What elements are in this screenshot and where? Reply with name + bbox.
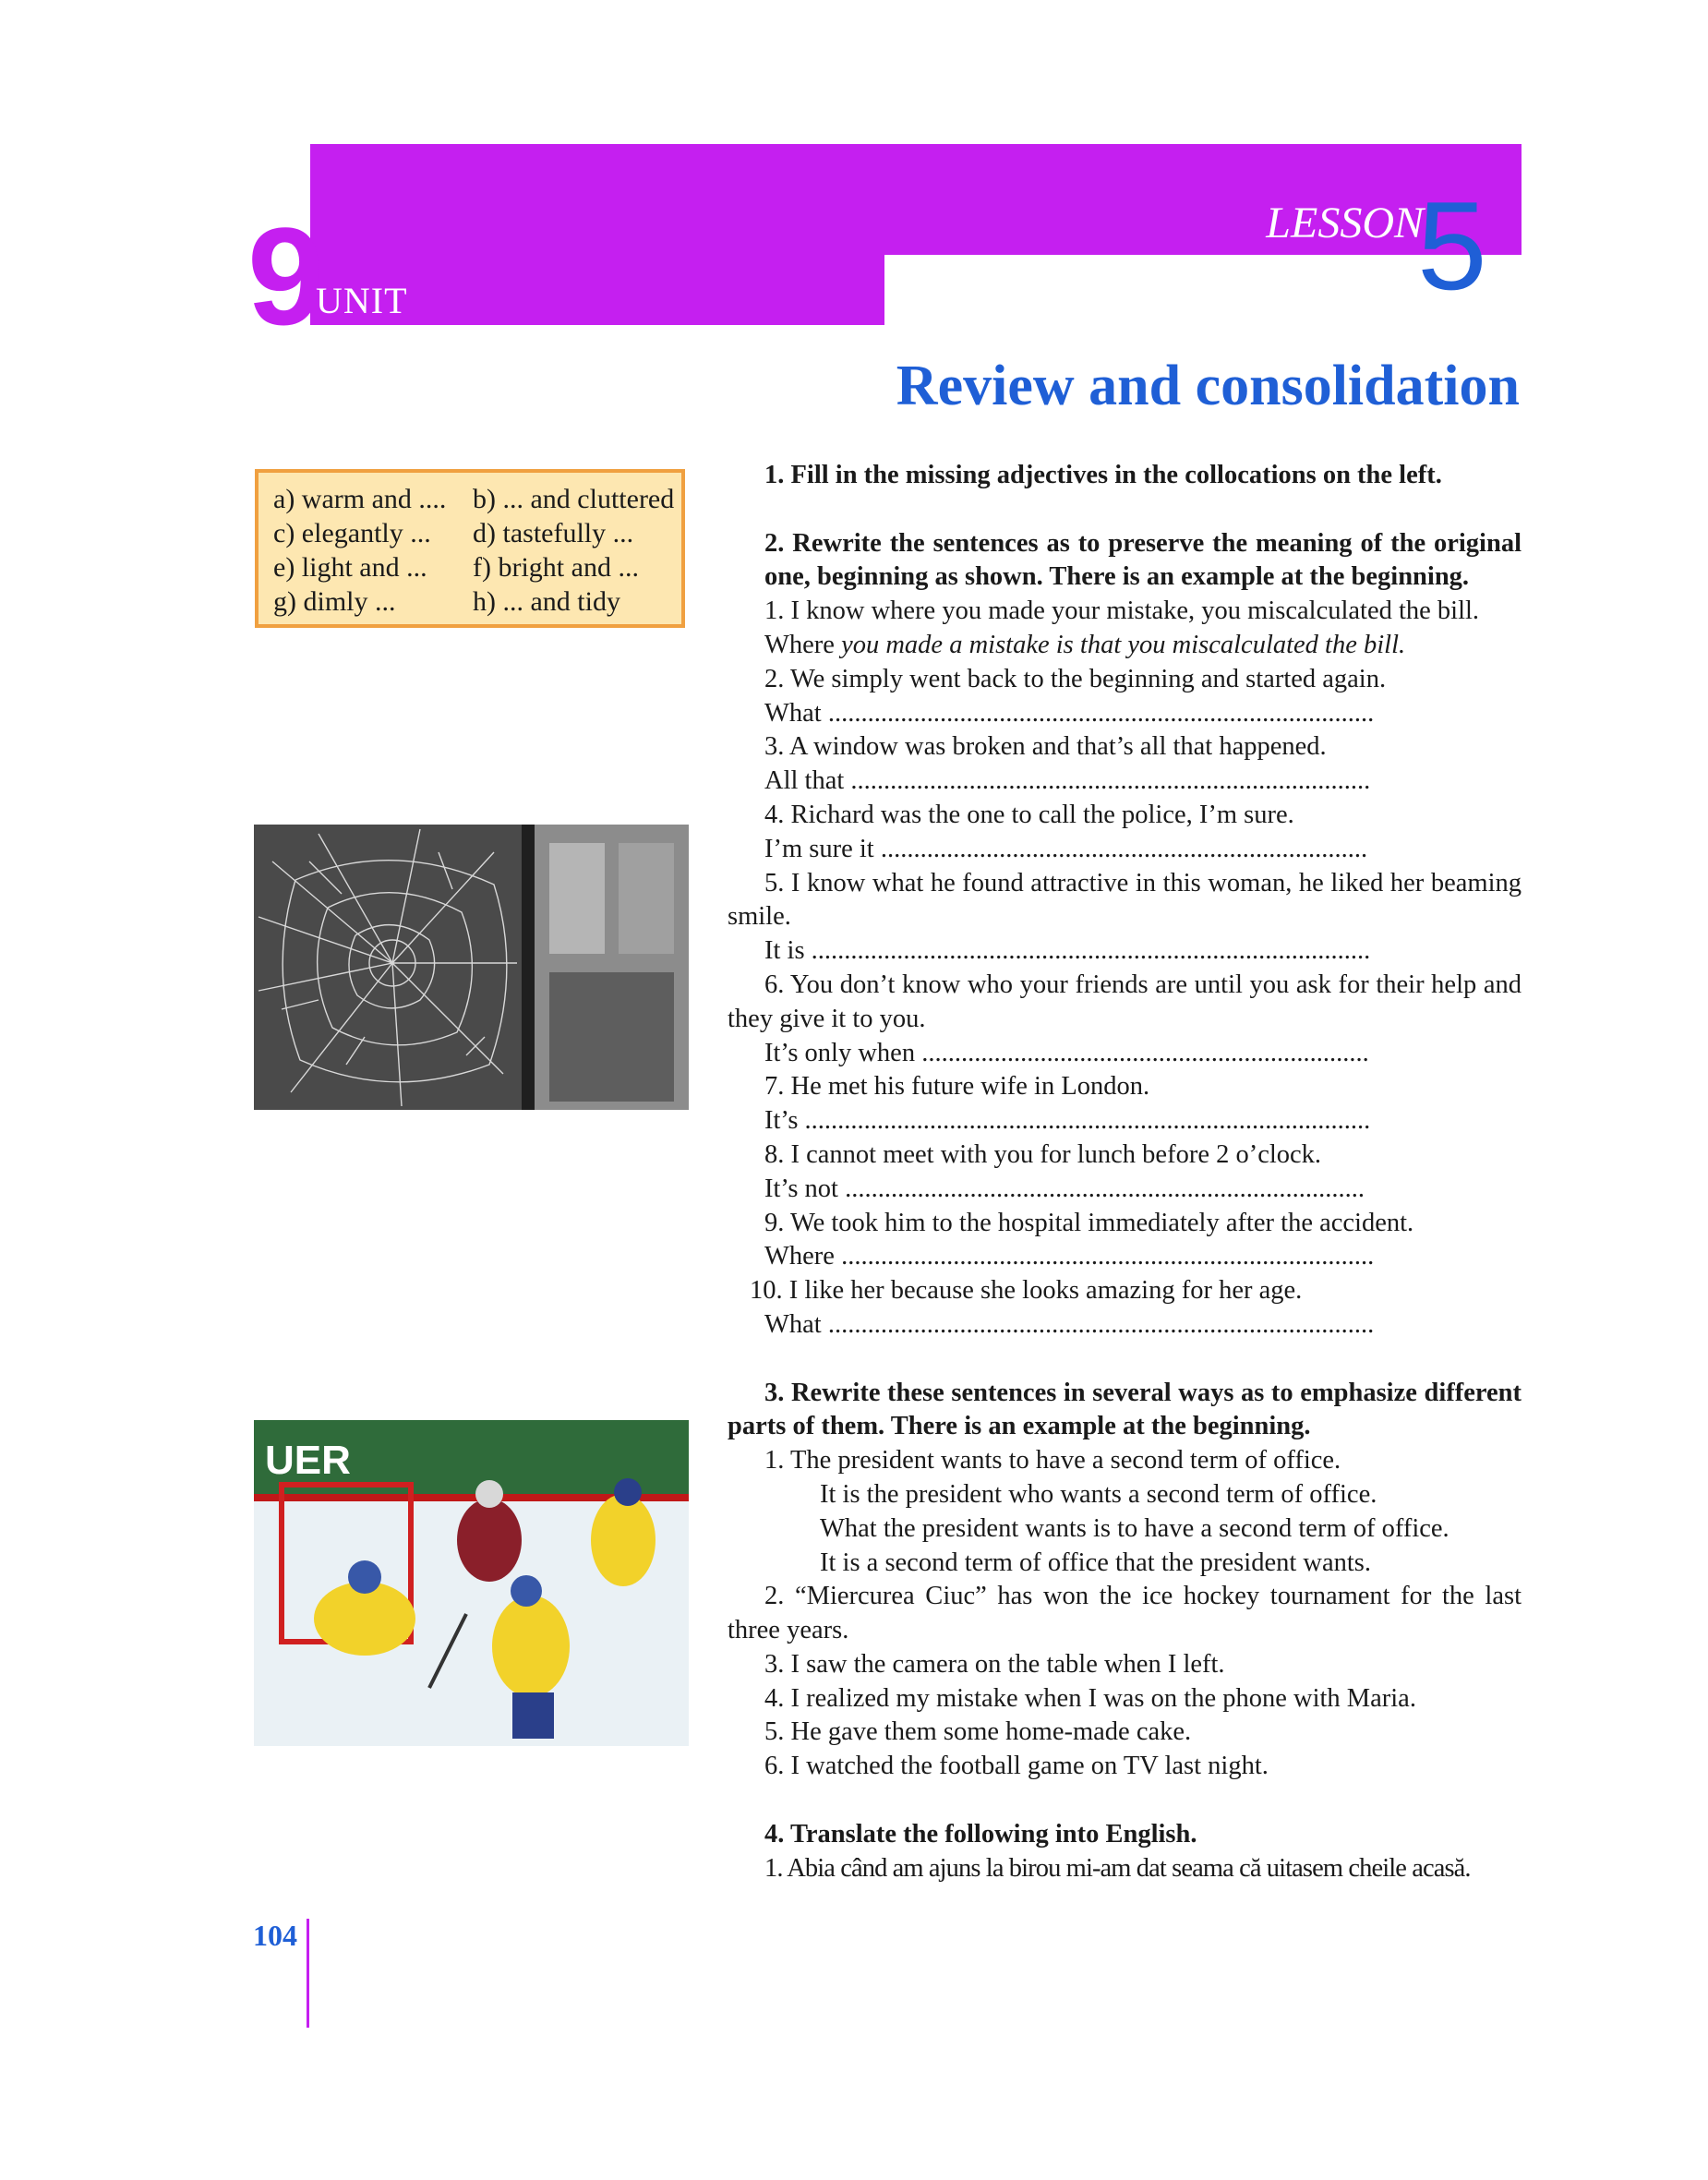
exercise-2-item-sentence: 9. We took him to the hospital immediately after the accident.	[764, 1208, 1414, 1237]
page-number: 104	[253, 1919, 297, 1952]
collocation-row: g) dimly ... h) ... and tidy	[273, 586, 620, 617]
page-divider	[307, 1919, 309, 2028]
exercise-4-instruction: 4. Translate the following into English.	[764, 1819, 1197, 1849]
collocation-row: a) warm and .... b) ... and cluttered	[273, 484, 675, 514]
exercise-2-item-prompt: It’s ......................................................................................	[764, 1106, 1371, 1136]
page-title: Review and consolidation	[896, 355, 1520, 417]
exercise-1-instruction: 1. Fill in the missing adjectives in the collocations on the left.	[764, 461, 1442, 489]
broken-window-photo	[254, 825, 689, 1110]
exercise-2-item-sentence: 2. We simply went back to the beginning and started again.	[764, 664, 1387, 693]
ice-hockey-photo	[254, 1420, 689, 1746]
exercise-2-item-prompt: It’s not ...............................................................................	[764, 1174, 1365, 1203]
lesson-number: 5	[1417, 175, 1487, 316]
ice-hockey-image	[254, 1420, 689, 1746]
rink-banner-text: UER	[265, 1438, 351, 1483]
lesson-label: LESSON	[1266, 199, 1424, 247]
exercise-3-instruction: 3. Rewrite these sentences in several ways as to emphasize different parts of them. There is an example at the beginning.	[728, 1378, 1522, 1441]
exercise-2-item-prompt: What ...................................................................................	[764, 1309, 1375, 1339]
exercise-3-item: 3. I saw the camera on the table when I left.	[764, 1649, 1225, 1679]
broken-glass-image	[254, 825, 689, 1110]
exercise-3-example-answer: It is the president who wants a second term of office.	[820, 1479, 1377, 1509]
exercise-3-example-answer: What the president wants is to have a second term of office.	[820, 1513, 1449, 1543]
exercise-2-item-prompt: All that ...............................................................................	[764, 766, 1371, 796]
collocation-row: e) light and ... f) bright and ...	[273, 552, 639, 583]
exercise-3-example: 1. The president wants to have a second term of office.	[764, 1446, 1341, 1475]
exercise-3-item: 2. “Miercurea Ciuc” has won the ice hockey tournament for the last three years.	[728, 1582, 1522, 1645]
unit-number: 9	[247, 199, 325, 354]
exercise-2-item-sentence: 7. He met his future wife in London.	[764, 1072, 1150, 1102]
collocations-box	[255, 469, 685, 628]
exercise-2-item-prompt: It is .....................................................................................	[764, 936, 1371, 966]
exercise-2-instruction: 2. Rewrite the sentences as to preserve the meaning of the original one, beginning as shown. There is an example at the beginning.	[764, 528, 1522, 592]
exercise-3-item: 5. He gave them some home-made cake.	[764, 1717, 1192, 1747]
exercise-2-item-prompt: It’s only when ....................................................................	[764, 1038, 1369, 1067]
exercise-2-item-sentence: 3. A window was broken and that’s all that happened.	[764, 732, 1327, 762]
exercise-2-item-sentence: 8. I cannot meet with you for lunch before 2 o’clock.	[764, 1139, 1322, 1169]
exercise-4-item: 1. Abia când am ajuns la birou mi-am dat seama că uitasem cheile acasă.	[764, 1853, 1471, 1883]
exercises-column	[728, 459, 1522, 1885]
exercise-2-item-prompt: I’m sure it ..........................................................................	[764, 834, 1368, 863]
exercise-3-example-answer: It is a second term of office that the president wants.	[820, 1548, 1371, 1577]
exercise-2-example-answer: Where you made a mistake is that you miscalculated the bill.	[764, 630, 1406, 659]
exercise-3-item: 4. I realized my mistake when I was on the phone with Maria.	[764, 1683, 1416, 1713]
exercise-2-item-prompt: What ...................................................................................	[764, 698, 1375, 728]
exercise-2-item-sentence: 4. Richard was the one to call the police, I’m sure.	[764, 800, 1294, 829]
exercise-3-item: 6. I watched the football game on TV last night.	[764, 1752, 1269, 1781]
collocation-row: c) elegantly ... d) tastefully ...	[273, 518, 634, 548]
unit-label: UNIT	[316, 280, 408, 321]
exercise-2-example-sentence: 1. I know where you made your mistake, you miscalculated the bill.	[764, 596, 1480, 626]
exercise-2-item-sentence: 10. I like her because she looks amazing for her age.	[750, 1276, 1303, 1306]
exercise-2-item-sentence: 5. I know what he found attractive in this woman, he liked her beaming smile.	[728, 868, 1522, 932]
exercise-2-item-prompt: Where .................................................................................	[764, 1242, 1375, 1271]
exercise-2-item-sentence: 6. You don’t know who your friends are until you ask for their help and they give it to you.	[728, 970, 1522, 1033]
